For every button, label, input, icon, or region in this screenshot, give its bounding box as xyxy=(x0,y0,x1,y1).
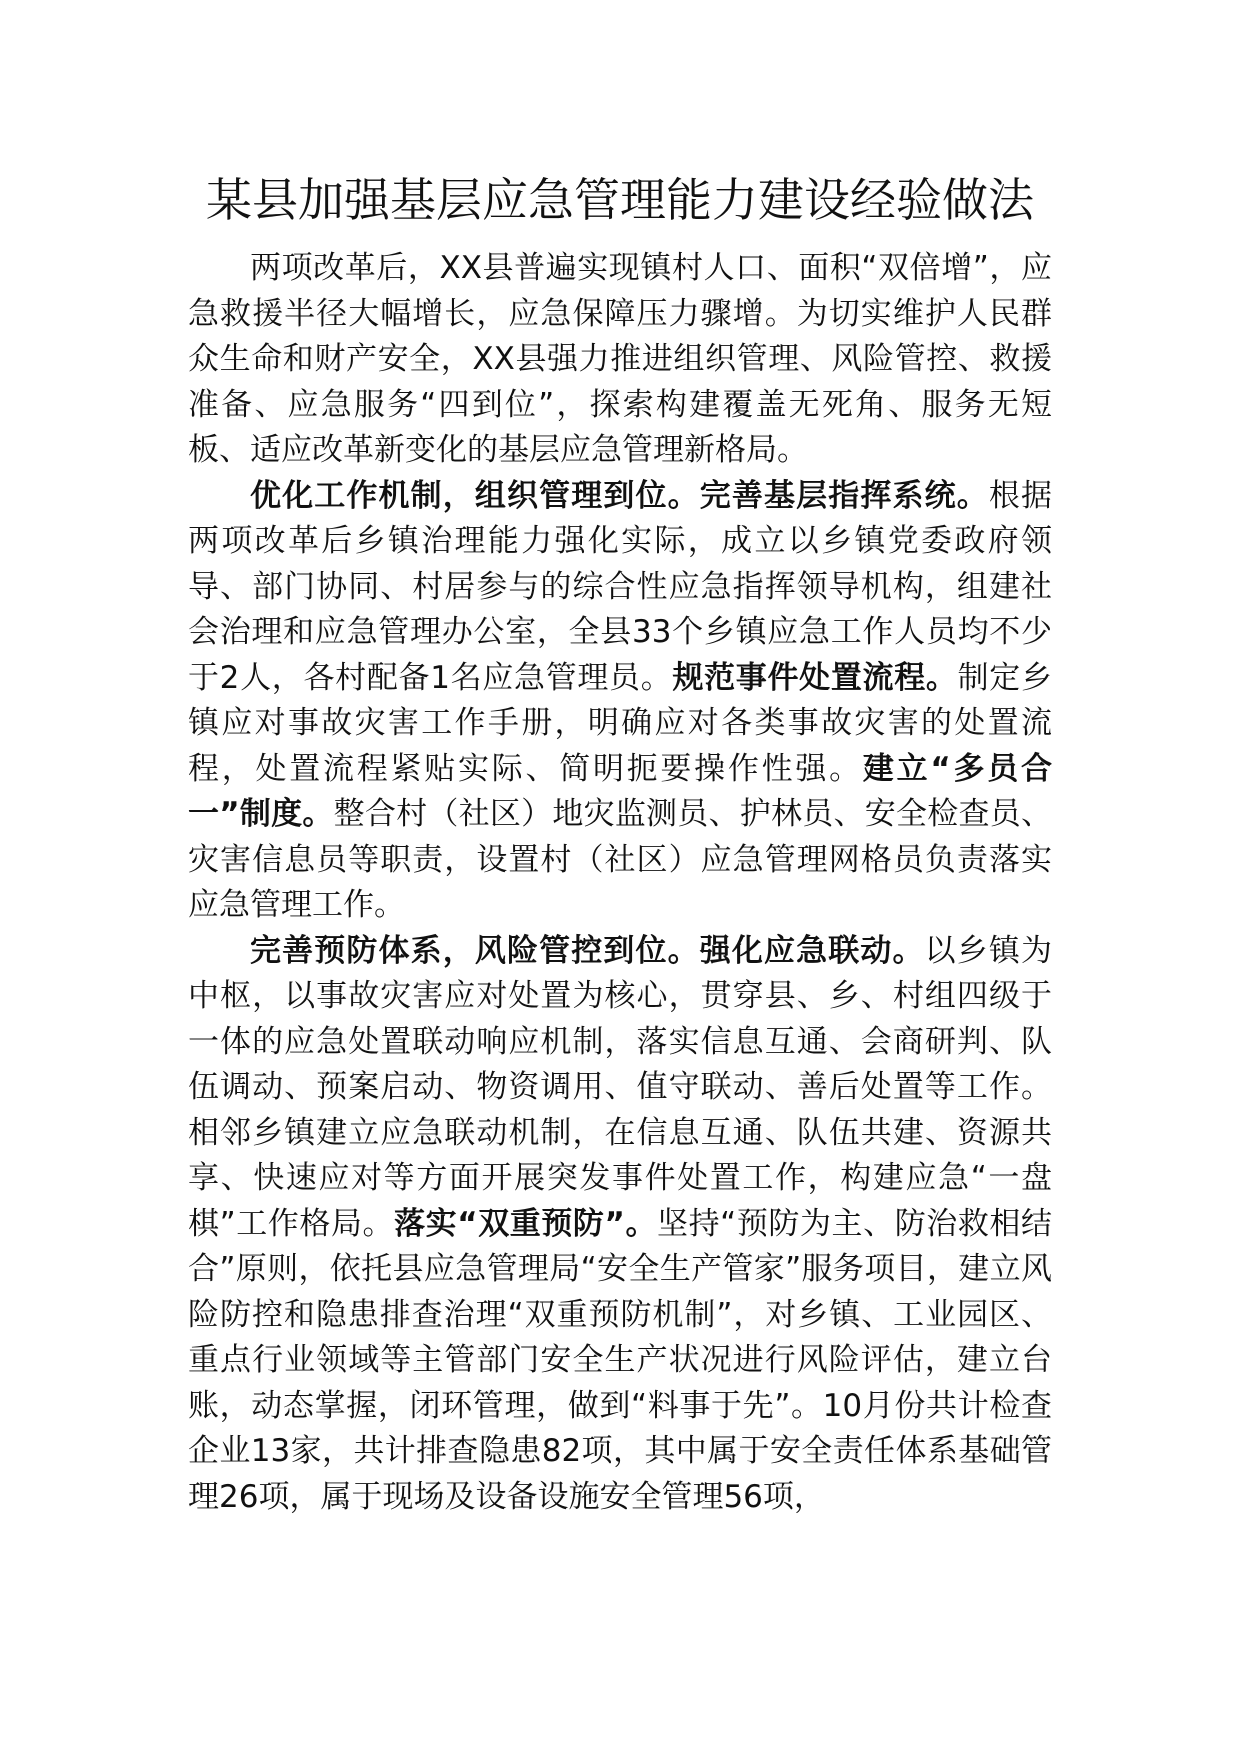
heading-work-mechanism: 优化工作机制，组织管理到位。完善基层指挥系统。 xyxy=(250,477,989,514)
text-emergency-linkage: 以乡镇为中枢，以事故灾害应对处置为核心，贯穿县、乡、村组四级于一体的应急处置联动响应机制，落实信息互通、会商研判、队伍调动、预案启动、物资调用、值守联动、善后处置等工作。相邻乡镇建立应急联动机制，在信息互通、队伍共建、资源共享、快速应对等方面开展突发事件处置工作，构建应急“一盘棋”工作格局。 xyxy=(188,932,1052,1242)
text-double-prevention: 坚持“预防为主、防治救相结合”原则，依托县应急管理局“安全生产管家”服务项目，建立风险防控和隐患排查治理“双重预防机制”，对乡镇、工业园区、重点行业领域等主管部门安全生产状况进行风险评估，建立台账，动态掌握，闭环管理，做到“料事于先”。10月份共计检查企业13家，共计排查隐患82项，其中属于安全责任体系基础管理26项，属于现场及设备设施安全管理56项， xyxy=(188,1205,1053,1515)
intro-text: 两项改革后，XX县普遍实现镇村人口、面积“双倍增”，应急救援半径大幅增长，应急保障压力骤增。为切实维护人民群众生命和财产安全，XX县强力推进组织管理、风险管控、救援准备、应急服务“四到位”，探索构建覆盖无死角、服务无短板、适应改革新变化的基层应急管理新格局。 xyxy=(188,250,1052,468)
text-command-system: 根据两项改革后乡镇治理能力强化实际，成立以乡镇党委政府领导、部门协同、村居参与的综合性应急指挥领导机构，组建社会治理和应急管理办公室，全县33个乡镇应急工作人员均不少于2人，各村配备1名应急管理员。 xyxy=(188,477,1052,696)
heading-double-prevention: 落实“双重预防”。 xyxy=(394,1205,658,1242)
heading-process-standard: 规范事件处置流程。 xyxy=(672,659,958,696)
text-process-standard: 制定乡镇应对事故灾害工作手册，明确应对各类事故灾害的处置流程，处置流程紧贴实际、简明扼要操作性强。 xyxy=(188,659,1052,787)
paragraph-intro xyxy=(188,246,1052,474)
heading-multi-role: 建立“多员合一”制度。 xyxy=(188,750,1053,832)
paragraph-prevention-system xyxy=(188,929,1052,1521)
document-body xyxy=(188,246,1052,1520)
paragraph-work-mechanism xyxy=(188,474,1052,929)
document-title: 某县加强基层应急管理能力建设经验做法 xyxy=(206,173,1034,227)
heading-prevention-system: 完善预防体系，风险管控到位。强化应急联动。 xyxy=(250,932,925,969)
text-multi-role: 整合村（社区）地灾监测员、护林员、安全检查员、灾害信息员等职责，设置村（社区）应急管理网格员负责落实应急管理工作。 xyxy=(188,796,1053,923)
